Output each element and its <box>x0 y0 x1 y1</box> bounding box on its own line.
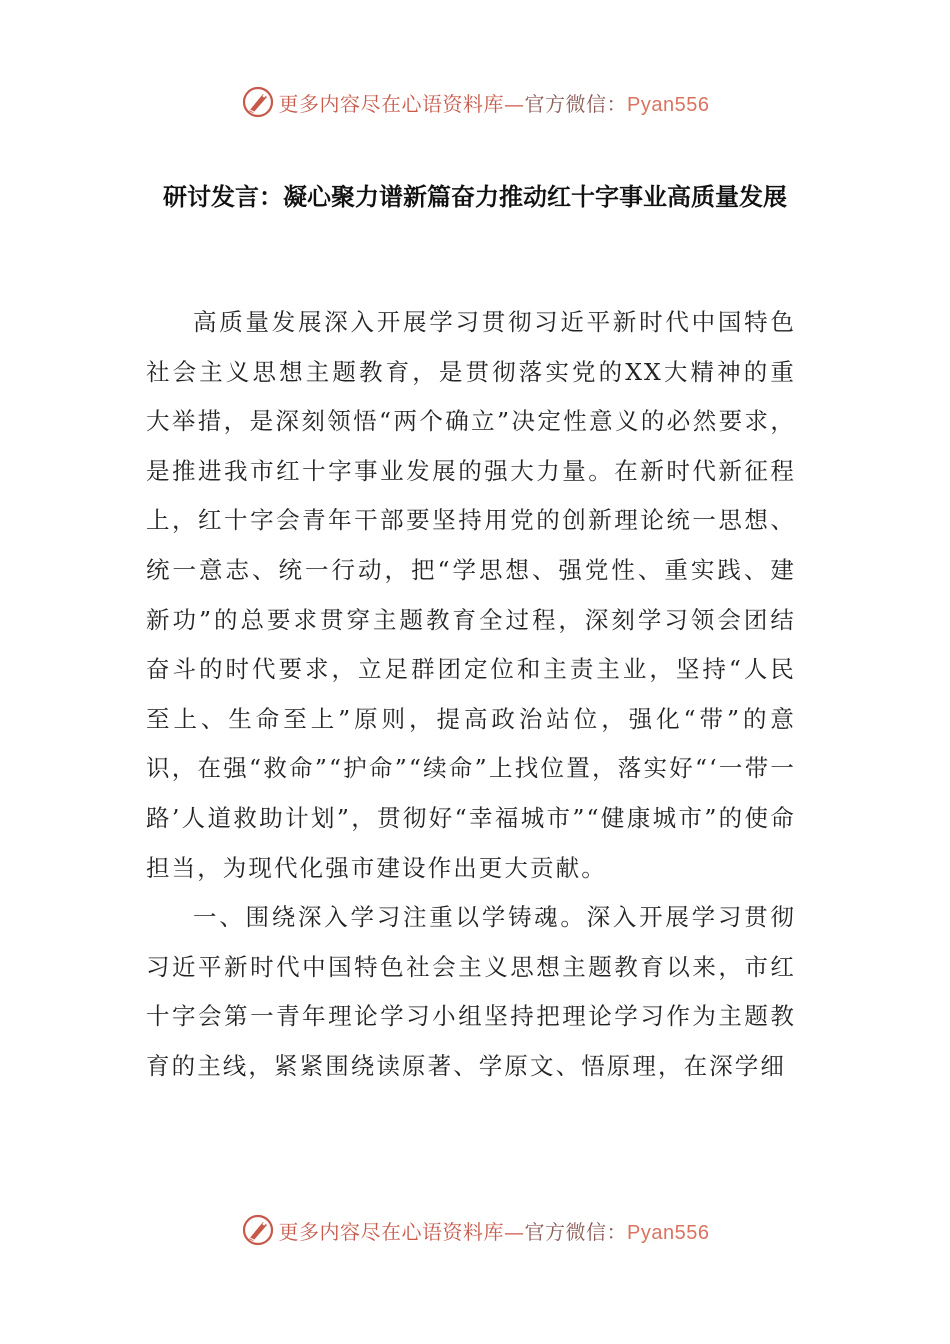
pen-nib-logo-icon <box>241 85 275 119</box>
watermark-wechat-id: Pyan556 <box>627 1221 710 1244</box>
watermark-text <box>279 88 710 117</box>
document-body <box>146 298 796 1092</box>
body-paragraph: 高质量发展深入开展学习贯彻习近平新时代中国特色社会主义思想主题教育，是贯彻落实党的XX大精神的重大举措，是深刻领悟“两个确立”决定性意义的必然要求，是推进我市红十字事业发展的强大力量。在新时代新征程上，红十字会青年干部要坚持用党的创新理论统一思想、统一意志、统一行动，把“学思想、强党性、重实践、建新功”的总要求贯穿主题教育全过程，深刻学习领会团结奋斗的时代要求，立足群团定位和主责主业，坚持“人民至上、生命至上”原则，提高政治站位，强化“带”的意识，在强“救命”“护命”“续命”上找位置，落实好“‘一带一路’人道救助计划”，贯彻好“幸福城市”“健康城市”的使命担当，为现代化强市建设作出更大贡献。 <box>146 308 796 882</box>
watermark-wechat-id: Pyan556 <box>627 93 710 116</box>
watermark-separator: — <box>504 91 525 116</box>
watermark-text <box>279 1216 710 1245</box>
body-paragraph: 一、围绕深入学习注重以学铸魂。深入开展学习贯彻习近平新时代中国特色社会主义思想主题教育以来，市红十字会第一青年理论学习小组坚持把理论学习作为主题教育的主线，紧紧围绕读原著、学原文、悟原理，在深学细 <box>146 903 796 1080</box>
document-title: 研讨发言：凝心聚力谱新篇奋力推动红十字事业高质量发展 <box>163 183 787 211</box>
footer-watermark <box>0 1208 950 1252</box>
watermark-wechat-label: 官方微信： <box>524 1219 628 1244</box>
watermark-site-text: 更多内容尽在心语资料库 <box>278 91 505 116</box>
watermark-site-text: 更多内容尽在心语资料库 <box>278 1219 505 1244</box>
pen-nib-logo-icon <box>241 1213 275 1247</box>
header-watermark <box>0 80 950 124</box>
watermark-wechat-label: 官方微信： <box>524 91 628 116</box>
watermark-separator: — <box>504 1219 525 1244</box>
